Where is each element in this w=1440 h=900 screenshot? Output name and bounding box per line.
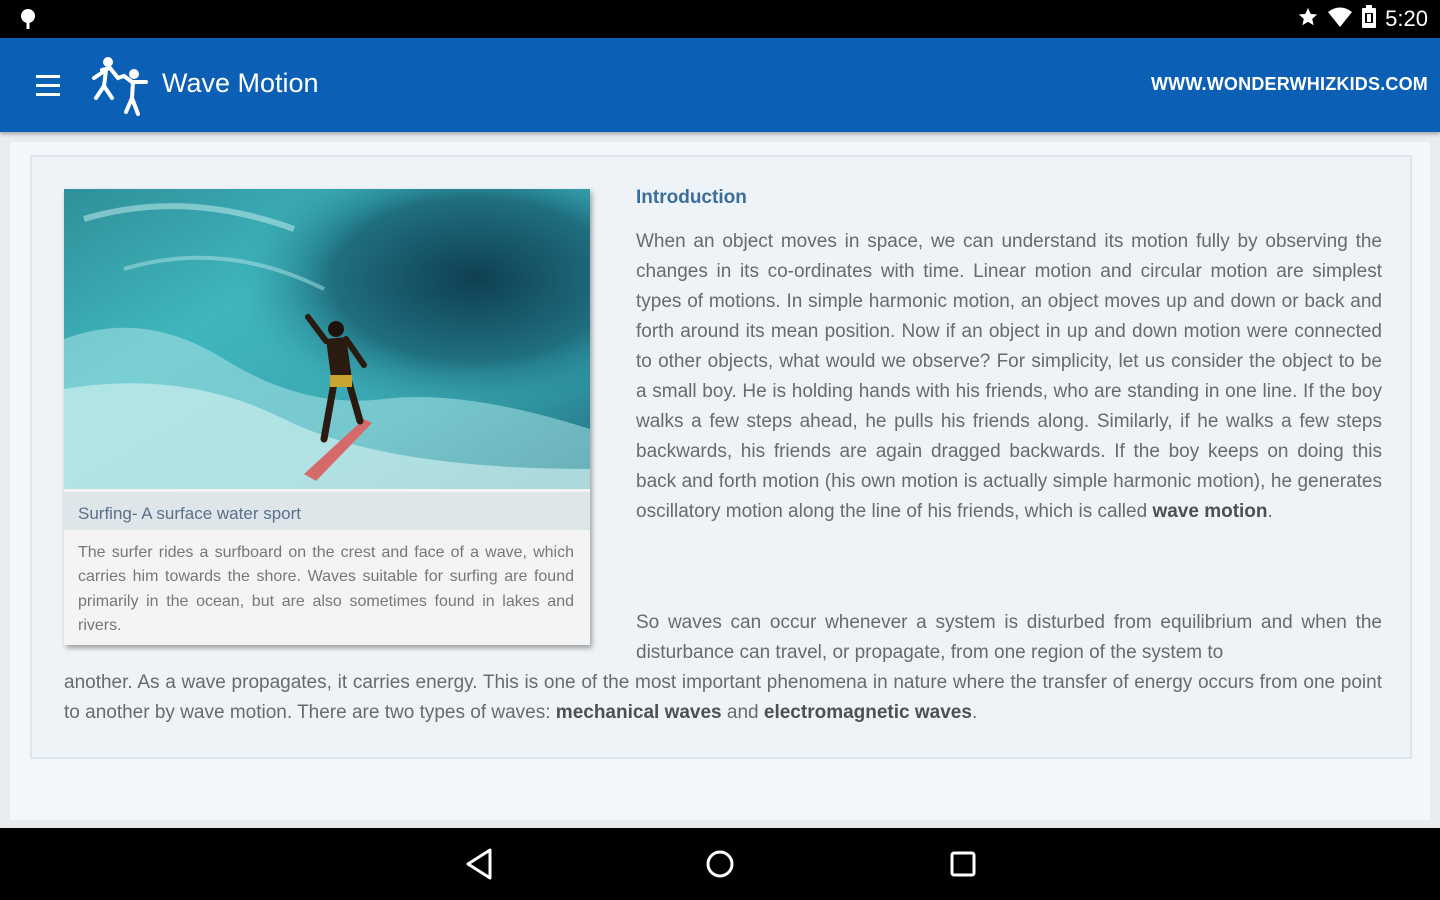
- back-triangle-icon[interactable]: [458, 844, 502, 884]
- paragraph-2-and: and: [721, 702, 764, 723]
- status-icons: [1297, 4, 1428, 34]
- figure-caption-body: The surfer rides a surfboard on the crest and face of a wave, which carries him towards the shore. Waves suitable for surfing are found primarily in the ocean, but are also sometimes found in lakes and rivers.: [78, 544, 574, 634]
- kids-logo-icon: [88, 52, 158, 118]
- electromagnetic-waves-term: electromagnetic waves: [763, 702, 972, 723]
- site-link[interactable]: WWW.WONDERWHIZKIDS.COM: [1150, 74, 1428, 94]
- notification-icon: [16, 6, 40, 32]
- status-bar: [0, 0, 1440, 38]
- surfing-image: [64, 189, 590, 489]
- paragraph-2-start: So waves can occur whenever a system is disturbed from equilibrium and when the disturbance can travel, or propagate, from one region of the system to: [636, 612, 1382, 663]
- status-time: 5:20: [1385, 6, 1428, 31]
- article-card: [30, 155, 1412, 759]
- wifi-icon: [1327, 6, 1353, 33]
- paragraph-1-text: When an object moves in space, we can understand its motion fully by observing the changes in its co-ordinates with time. Linear motion and circular motion are simplest types of motions. In simple harmonic motion, an object moves up and down or back and forth around its mean position. Now if an object in up and down motion were connected to other objects, what would we observe? For simplicity, let us consider the object to be a small boy. He is holding hands with his friends, who are standing in one line. If the boy walks a few steps ahead, he pulls his friends along. Similarly, if he walks a few steps backwards, his friends are again dragged backwards. If the boy keeps on doing this back and forth motion (his own motion is actually simple harmonic motion), he generates oscillatory motion along the line of his friends, which is called: [636, 231, 1382, 522]
- hamburger-menu-icon[interactable]: [28, 65, 68, 105]
- paragraph-2-text: another. As a wave propagates, it carries energy. This is one of the most important phenomena in nature where the transfer of energy occurs from one point to another by wave motion. There are two types of waves:: [64, 672, 1382, 723]
- paragraph-1: [636, 227, 1382, 527]
- navigation-bar: [0, 828, 1440, 900]
- intro-heading: Introduction: [636, 187, 747, 208]
- paragraph-1-end: .: [1267, 501, 1273, 522]
- mechanical-waves-term: mechanical waves: [555, 702, 722, 723]
- star-icon: [1297, 6, 1319, 33]
- app-title: Wave Motion: [162, 68, 319, 98]
- paragraph-2-end: .: [971, 702, 978, 723]
- wave-motion-term: wave motion: [1152, 501, 1268, 522]
- battery-icon: [1361, 5, 1377, 34]
- recents-square-icon[interactable]: [942, 844, 986, 884]
- content-area: [10, 142, 1430, 820]
- figure-card: [64, 189, 590, 645]
- home-circle-icon[interactable]: [698, 844, 742, 884]
- figure-caption-title: Surfing- A surface water sport: [64, 492, 590, 530]
- paragraph-2-continued: [64, 668, 1382, 728]
- app-bar: [0, 38, 1440, 132]
